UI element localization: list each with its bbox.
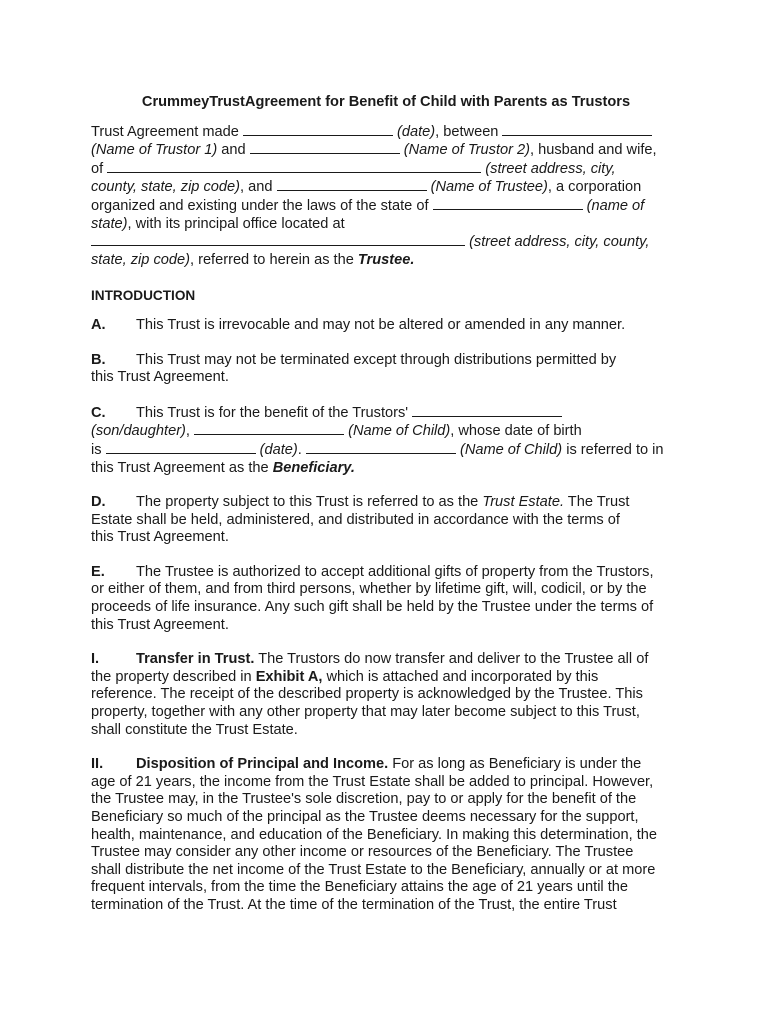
hint: (Name of Trustor 2) (403, 142, 530, 159)
article-heading: Transfer in Trust. (136, 651, 255, 668)
text: is (91, 441, 106, 458)
text: termination of the Trust. At the time of the termination of the Trust, the entire Trust (91, 896, 617, 913)
text: , referred to herein as the (189, 251, 358, 268)
exhibit-reference: Exhibit A, (255, 668, 323, 685)
text: This Trust is for the benefit of the Trustors' (136, 404, 413, 421)
child-name-blank-2[interactable] (306, 441, 456, 454)
trustor2-blank[interactable] (250, 141, 400, 154)
trustee-blank[interactable] (277, 178, 427, 191)
text: of (91, 160, 108, 177)
state-blank[interactable] (433, 197, 583, 210)
text: The Trust (564, 494, 630, 511)
trustor1-blank[interactable] (502, 123, 652, 136)
text: age of 21 years, the income from the Trust Estate shall be added to principal. However, (91, 773, 654, 790)
text: shall constitute the Trust Estate. (91, 721, 298, 738)
document-page (91, 94, 681, 932)
address1-blank[interactable] (107, 160, 481, 173)
section-label: E. (91, 563, 105, 580)
text: Trust Agreement made (91, 123, 243, 140)
text: , (185, 423, 195, 440)
hint: state, zip code) (91, 251, 190, 268)
defined-term: Trustee. (357, 251, 415, 268)
introduction-heading: INTRODUCTION (91, 288, 196, 304)
text: this Trust Agreement. (91, 616, 229, 633)
text: Trustee may consider any other income or resources of the Beneficiary. The Trustee (91, 844, 634, 861)
section-c (91, 404, 681, 477)
text: the Trustee may, in the Trustee's sole discretion, pay to or apply for the benefit of the (91, 791, 637, 808)
section-label: D. (91, 494, 106, 511)
text: is referred to in (562, 441, 664, 458)
hint: (street address, city, (485, 160, 616, 177)
text: this Trust Agreement. (91, 529, 229, 546)
date-blank[interactable] (243, 123, 393, 136)
parties-paragraph (91, 123, 681, 270)
text: This Trust may not be terminated except through distributions permitted by (136, 351, 617, 368)
article-ii (91, 756, 681, 914)
hint: state) (91, 215, 128, 232)
text: frequent intervals, from the time the Beneficiary attains the age of 21 years until the (91, 879, 629, 896)
text: shall distribute the net income of the Trust Estate to the Beneficiary, annually or at more (91, 861, 656, 878)
text: the property described in (91, 668, 256, 685)
text: , and (240, 179, 277, 196)
text: or either of them, and from third persons, whether by lifetime gift, will, codicil, or by the (91, 581, 647, 598)
text: . (297, 441, 306, 458)
section-e (91, 564, 681, 634)
text: health, maintenance, and education of the Beneficiary. In making this determination, the (91, 826, 657, 843)
hint: (Name of Trustee) (430, 179, 548, 196)
birth-date-blank[interactable] (106, 441, 256, 454)
hint: (street address, city, county, (469, 234, 650, 251)
defined-term: Beneficiary. (272, 459, 355, 476)
text: property, together with any other property that may later become subject to this Trust, (91, 704, 640, 721)
section-label: B. (91, 351, 106, 368)
text: this Trust Agreement as the (91, 459, 273, 476)
text: , husband and wife, (530, 142, 657, 159)
article-label: I. (91, 651, 100, 668)
article-label: II. (91, 756, 104, 773)
section-a (91, 317, 681, 335)
defined-term: Trust Estate. (482, 494, 564, 511)
article-i (91, 651, 681, 739)
hint: (son/daughter) (91, 423, 186, 440)
hint: (Name of Child) (459, 441, 563, 458)
text: , with its principal office located at (127, 215, 345, 232)
text: , whose date of birth (450, 423, 582, 440)
text: organized and existing under the laws of the state of (91, 197, 433, 214)
text: reference. The receipt of the described property is acknowledged by the Trustee. This (91, 686, 643, 703)
section-label: C. (91, 404, 106, 421)
text: The property subject to this Trust is referred to as the (136, 494, 483, 511)
hint: (date) (397, 123, 436, 140)
address2-blank[interactable] (91, 233, 465, 246)
text: this Trust Agreement. (91, 369, 229, 386)
text: and (217, 142, 250, 159)
son-daughter-blank[interactable] (412, 404, 562, 417)
text: Estate shall be held, administered, and distributed in accordance with the terms of (91, 511, 620, 528)
text: The Trustee is authorized to accept additional gifts of property from the Trustors, (136, 563, 654, 580)
document-title: CrummeyTrustAgreement for Benefit of Child with Parents as Trustors (141, 94, 631, 110)
hint: (date) (259, 441, 298, 458)
hint: (Name of Child) (348, 423, 451, 440)
text: which is attached and incorporated by this (322, 668, 599, 685)
text: The Trustors do now transfer and deliver to the Trustee all of (254, 651, 649, 668)
article-heading: Disposition of Principal and Income. (136, 756, 389, 773)
hint: (Name of Trustor 1) (91, 142, 218, 159)
text: , a corporation (547, 179, 642, 196)
text: For as long as Beneficiary is under the (388, 756, 642, 773)
text: proceeds of life insurance. Any such gift shall be held by the Trustee under the terms of (91, 599, 654, 616)
text: This Trust is irrevocable and may not be altered or amended in any manner. (136, 316, 626, 333)
text: , between (435, 123, 503, 140)
section-b (91, 352, 681, 387)
hint: (name of (586, 197, 645, 214)
hint: county, state, zip code) (91, 179, 240, 196)
section-d (91, 494, 681, 547)
child-name-blank[interactable] (194, 422, 344, 435)
text: Beneficiary so much of the principal as the Trustee deems necessary for the support, (91, 809, 639, 825)
section-label: A. (91, 316, 106, 333)
